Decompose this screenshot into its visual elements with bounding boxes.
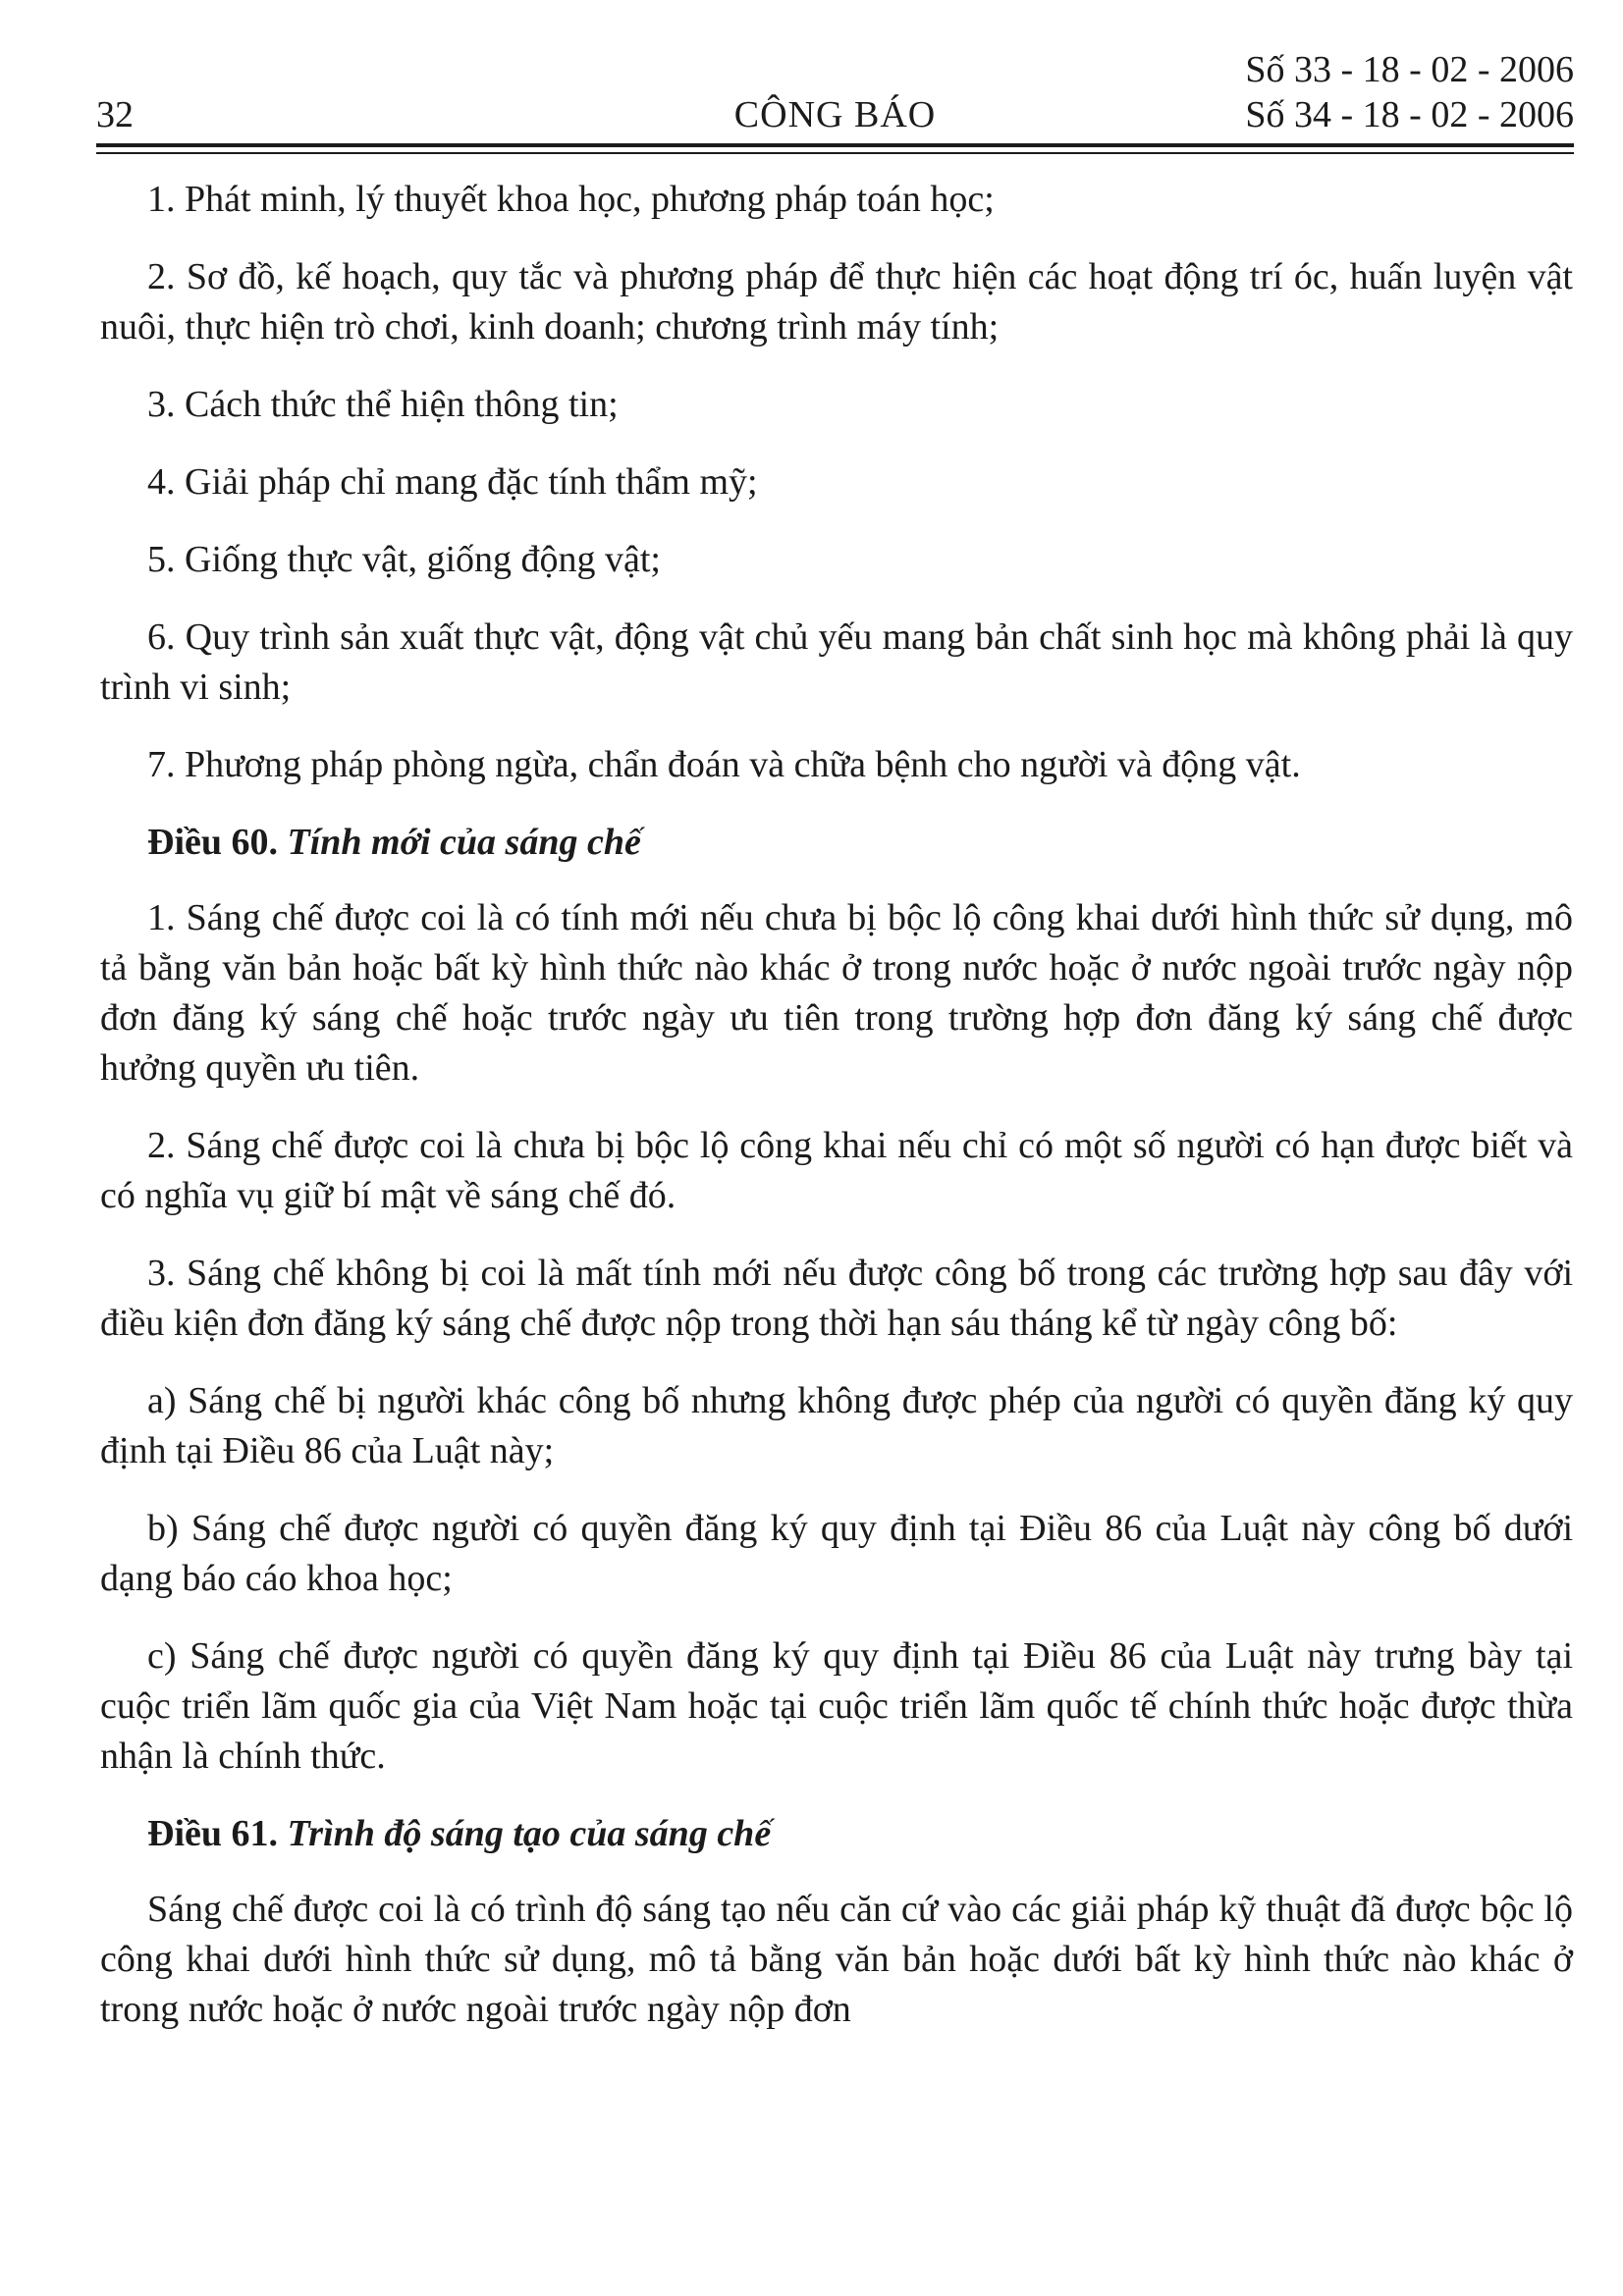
- article-number: Điều 60.: [147, 822, 278, 863]
- article-paragraph: 3. Sáng chế không bị coi là mất tính mới nếu được công bố trong các trường hợp sau đây với điều kiện đơn đăng ký sáng chế được nộp trong thời hạn sáu tháng kể từ ngày công bố:: [100, 1253, 1573, 1344]
- article-paragraph: 1. Sáng chế được coi là có tính mới nếu chưa bị bộc lộ công khai dưới hình thức sử dụng, mô tả bằng văn bản hoặc bất kỳ hình thức nào khác ở trong nước hoặc ở nước ngoài trước ngày nộp đơn đăng ký sáng chế hoặc trước ngày ưu tiên trong trường hợp đơn đăng ký sáng chế được hưởng quyền ưu tiên.: [100, 897, 1573, 1089]
- page-header: [96, 47, 1574, 145]
- page-number: 32: [96, 94, 134, 135]
- article-paragraph: Sáng chế được coi là có trình độ sáng tạo nếu căn cứ vào các giải pháp kỹ thuật đã được bộc lộ công khai dưới hình thức sử dụng, mô tả bằng văn bản hoặc dưới bất kỳ hình thức nào khác ở trong nước hoặc ở nước ngoài trước ngày nộp đơn: [100, 1889, 1573, 2030]
- list-item: 2. Sơ đồ, kế hoạch, quy tắc và phương pháp để thực hiện các hoạt động trí óc, huấn luyện vật nuôi, thực hiện trò chơi, kinh doanh; chương trình máy tính;: [100, 256, 1573, 347]
- list-item: 5. Giống thực vật, giống động vật;: [147, 539, 661, 580]
- article-paragraph: c) Sáng chế được người có quyền đăng ký quy định tại Điều 86 của Luật này trưng bày tại cuộc triển lãm quốc gia của Việt Nam hoặc tại cuộc triển lãm quốc tế chính thức hoặc được thừa nhận là chính thức.: [100, 1635, 1573, 1777]
- list-item: 4. Giải pháp chỉ mang đặc tính thẩm mỹ;: [147, 461, 758, 503]
- list-item: 7. Phương pháp phòng ngừa, chẩn đoán và chữa bệnh cho người và động vật.: [147, 744, 1301, 785]
- page-body: [100, 175, 1573, 2062]
- article-title: Trình độ sáng tạo của sáng chế: [287, 1813, 772, 1854]
- list-item: 1. Phát minh, lý thuyết khoa học, phương pháp toán học;: [147, 179, 995, 220]
- list-item: 6. Quy trình sản xuất thực vật, động vật chủ yếu mang bản chất sinh học mà không phải là quy trình vi sinh;: [100, 616, 1573, 708]
- article-paragraph: 2. Sáng chế được coi là chưa bị bộc lộ công khai nếu chỉ có một số người có hạn được biết và có nghĩa vụ giữ bí mật về sáng chế đó.: [100, 1125, 1573, 1216]
- article-60-heading: [100, 818, 1573, 868]
- article-number: Điều 61.: [147, 1813, 278, 1854]
- list-item: 3. Cách thức thể hiện thông tin;: [147, 384, 619, 425]
- article-paragraph: a) Sáng chế bị người khác công bố nhưng không được phép của người có quyền đăng ký quy định tại Điều 86 của Luật này;: [100, 1380, 1573, 1471]
- issue-number: Số 33 - 18 - 02 - 2006: [1245, 49, 1574, 90]
- gazette-title: CÔNG BÁO: [733, 94, 937, 135]
- issue-number: Số 34 - 18 - 02 - 2006: [1245, 94, 1574, 135]
- article-paragraph: b) Sáng chế được người có quyền đăng ký quy định tại Điều 86 của Luật này công bố dưới dạng báo cáo khoa học;: [100, 1508, 1573, 1599]
- header-rule-thick: [96, 143, 1574, 147]
- article-61-heading: [100, 1809, 1573, 1859]
- issue-numbers: [1245, 47, 1574, 137]
- article-title: Tính mới của sáng chế: [287, 822, 641, 863]
- header-rule-thin: [96, 152, 1574, 154]
